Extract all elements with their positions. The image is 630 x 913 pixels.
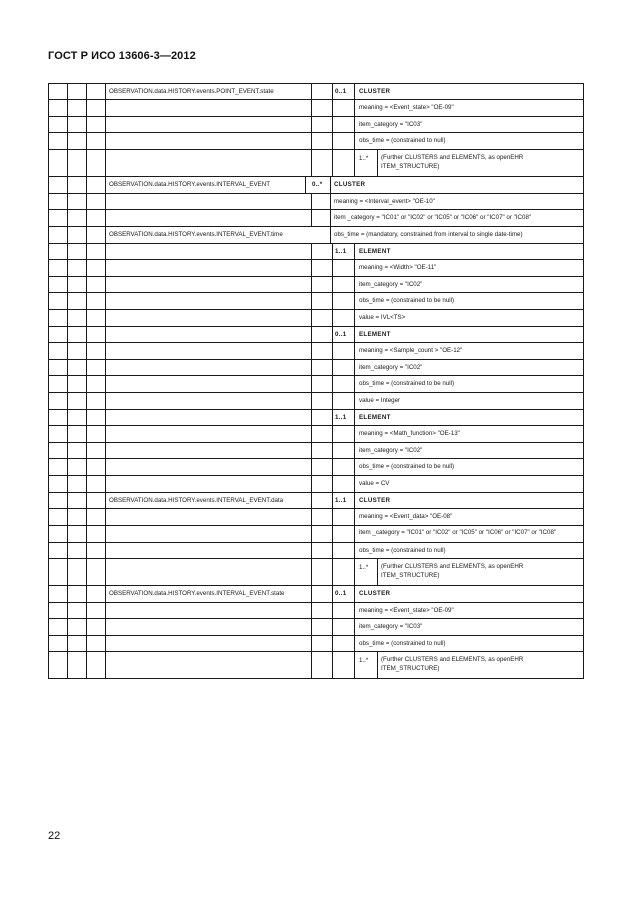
column-rule — [332, 542, 333, 558]
multiplicity: 1..* — [359, 564, 369, 571]
attribute-constraint: meaning = <Width> "OE-11" — [359, 264, 437, 271]
table-rule — [48, 678, 583, 679]
column-rule — [354, 525, 355, 542]
page-number: 22 — [48, 830, 61, 842]
column-rule — [311, 276, 312, 292]
table-rule — [48, 525, 583, 526]
table-rule — [48, 442, 583, 443]
multiplicity: 1..1 — [335, 497, 347, 504]
column-rule — [332, 425, 333, 442]
table-rule — [48, 492, 583, 493]
column-rule — [311, 243, 312, 259]
attribute-constraint: obs_time = (constrained to be null) — [359, 297, 455, 304]
table-rule — [48, 392, 583, 393]
column-rule — [332, 409, 333, 425]
column-rule — [354, 375, 355, 392]
attribute-constraint: meaning = <Event_data> "OE-08" — [359, 513, 453, 520]
column-rule — [105, 83, 106, 678]
structure-note: (Further CLUSTERS and ELEMENTS, as openEHR ITEM_STRUCTURE) — [381, 656, 524, 672]
column-rule — [311, 635, 312, 651]
column-rule — [354, 259, 355, 276]
column-rule — [332, 83, 333, 99]
table-rule — [48, 209, 583, 210]
column-rule — [332, 525, 333, 542]
attribute-constraint: meaning = <Event_state> "OE-09" — [359, 607, 454, 614]
column-rule — [377, 149, 378, 176]
column-rule — [330, 209, 331, 226]
attribute-constraint: item_category = "IC02" — [359, 281, 423, 288]
column-rule — [332, 508, 333, 525]
column-rule — [332, 359, 333, 375]
column-rule — [354, 492, 355, 508]
column-rule — [332, 618, 333, 635]
table-rule — [48, 585, 583, 586]
column-rule — [330, 226, 331, 243]
attribute-constraint: item_category = "IC02" — [359, 364, 423, 371]
attribute-constraint: value = CV — [359, 480, 390, 487]
table-rule — [48, 602, 583, 603]
multiplicity: 0..* — [312, 181, 323, 188]
column-rule — [354, 342, 355, 359]
column-rule — [311, 475, 312, 492]
column-rule — [332, 292, 333, 309]
column-rule — [48, 83, 49, 678]
column-rule — [332, 99, 333, 116]
column-rule — [354, 292, 355, 309]
column-rule — [311, 425, 312, 442]
attribute-constraint: obs_time = (constrained to be null) — [359, 463, 455, 470]
table-rule — [48, 176, 583, 177]
structure-note: (Further CLUSTERS and ELEMENTS, as openEHR ITEM_STRUCTURE) — [381, 154, 524, 170]
table-rule — [48, 132, 583, 133]
column-rule — [311, 83, 312, 99]
column-rule — [332, 585, 333, 602]
column-rule — [311, 651, 312, 678]
table-rule — [48, 425, 583, 426]
column-rule — [332, 392, 333, 409]
column-rule — [311, 132, 312, 149]
table-rule — [48, 259, 583, 260]
column-rule — [311, 492, 312, 508]
column-rule — [332, 475, 333, 492]
column-rule — [354, 442, 355, 458]
column-rule — [332, 602, 333, 618]
column-rule — [354, 475, 355, 492]
class-name: CLUSTER — [359, 88, 391, 95]
column-rule — [332, 651, 333, 678]
column-rule — [311, 193, 312, 209]
class-name: CLUSTER — [359, 497, 391, 504]
column-rule — [354, 132, 355, 149]
column-rule — [311, 99, 312, 116]
archetype-path: OBSERVATION.data.HISTORY.events.INTERVAL_EVENT.time — [109, 231, 283, 238]
table-rule — [48, 309, 583, 310]
column-rule — [311, 149, 312, 176]
table-rule — [48, 193, 583, 194]
attribute-constraint: item_category = "IC03" — [359, 623, 423, 630]
attribute-constraint: meaning = <Sample_count > "OE-12" — [359, 347, 463, 354]
class-name: CLUSTER — [334, 181, 366, 188]
column-rule — [354, 99, 355, 116]
column-rule — [354, 243, 355, 259]
multiplicity: 0..1 — [335, 88, 347, 95]
column-rule — [332, 558, 333, 585]
column-rule — [354, 392, 355, 409]
table-rule — [48, 292, 583, 293]
attribute-constraint: item_category = "IC02" — [359, 447, 423, 454]
attribute-constraint: item _category = "IC01" or "IC02" or "IC05" or "IC06" or "IC07" or "IC08" — [359, 529, 557, 536]
column-rule — [332, 458, 333, 475]
table-rule — [48, 99, 583, 100]
column-rule — [354, 149, 355, 176]
structure-note: (Further CLUSTERS and ELEMENTS, as openEHR ITEM_STRUCTURE) — [381, 563, 524, 579]
column-rule — [354, 409, 355, 425]
column-rule — [332, 243, 333, 259]
table-rule — [48, 326, 583, 327]
column-rule — [311, 409, 312, 425]
column-rule — [311, 359, 312, 375]
attribute-constraint: obs_time = (mandatory, constrained from interval to single date-time) — [334, 231, 523, 238]
class-name: ELEMENT — [359, 248, 391, 255]
attribute-constraint: item _category = "IC01" or "IC02" or "IC05" or "IC06" or "IC07" or "IC08" — [334, 214, 532, 221]
column-rule — [332, 132, 333, 149]
column-rule — [311, 508, 312, 525]
attribute-constraint: obs_time = (constrained to null) — [359, 547, 446, 554]
column-rule — [311, 392, 312, 409]
table-rule — [48, 475, 583, 476]
column-rule — [332, 442, 333, 458]
multiplicity: 1..* — [359, 657, 369, 664]
column-rule — [311, 209, 312, 226]
table-rule — [48, 116, 583, 117]
attribute-constraint: meaning = <Event_state> "OE-09" — [359, 104, 454, 111]
column-rule — [330, 193, 331, 209]
table-rule — [48, 409, 583, 410]
column-rule — [311, 259, 312, 276]
archetype-mapping-table — [48, 83, 583, 690]
column-rule — [311, 542, 312, 558]
column-rule — [332, 116, 333, 132]
column-rule — [377, 651, 378, 678]
table-rule — [48, 375, 583, 376]
column-rule — [305, 176, 306, 193]
column-rule — [311, 116, 312, 132]
table-rule — [48, 618, 583, 619]
column-rule — [332, 342, 333, 359]
attribute-constraint: meaning = <Interval_event> "OE-10" — [334, 198, 435, 205]
multiplicity: 1..1 — [335, 414, 347, 421]
column-rule — [332, 276, 333, 292]
column-rule — [354, 558, 355, 585]
column-rule — [330, 176, 331, 193]
column-rule — [311, 458, 312, 475]
table-rule — [48, 458, 583, 459]
column-rule — [354, 326, 355, 342]
table-rule — [48, 342, 583, 343]
column-rule — [67, 83, 68, 678]
multiplicity: 0..1 — [335, 590, 347, 597]
table-rule — [48, 83, 583, 84]
column-rule — [311, 558, 312, 585]
column-rule — [354, 83, 355, 99]
table-rule — [48, 226, 583, 227]
archetype-path: OBSERVATION.data.HISTORY.events.INTERVAL_EVENT — [109, 181, 271, 188]
column-rule — [354, 276, 355, 292]
archetype-path: OBSERVATION.data.HISTORY.events.INTERVAL_EVENT.data — [109, 497, 284, 504]
column-rule — [86, 83, 87, 678]
column-rule — [332, 259, 333, 276]
column-rule — [354, 116, 355, 132]
table-rule — [48, 635, 583, 636]
attribute-constraint: obs_time = (constrained to null) — [359, 137, 446, 144]
multiplicity: 1..1 — [335, 248, 347, 255]
column-rule — [311, 326, 312, 342]
column-rule — [311, 525, 312, 542]
column-rule — [311, 292, 312, 309]
table-rule — [48, 149, 583, 150]
attribute-constraint: obs_time = (constrained to null) — [359, 640, 446, 647]
column-rule — [311, 585, 312, 602]
column-rule — [354, 651, 355, 678]
column-rule — [311, 602, 312, 618]
column-rule — [354, 508, 355, 525]
archetype-path: OBSERVATION.data.HISTORY.events.INTERVAL_EVENT.state — [109, 590, 285, 597]
column-rule — [377, 558, 378, 585]
class-name: ELEMENT — [359, 331, 391, 338]
column-rule — [354, 309, 355, 326]
attribute-constraint: value = Integer — [359, 397, 401, 404]
table-rule — [48, 276, 583, 277]
column-rule — [311, 375, 312, 392]
table-rule — [48, 542, 583, 543]
column-rule — [354, 359, 355, 375]
table-rule — [48, 508, 583, 509]
column-rule — [332, 375, 333, 392]
column-rule — [354, 618, 355, 635]
column-rule — [332, 149, 333, 176]
column-rule — [311, 618, 312, 635]
column-rule — [583, 83, 584, 679]
multiplicity: 0..1 — [335, 331, 347, 338]
attribute-constraint: obs_time = (constrained to be null) — [359, 380, 455, 387]
table-rule — [48, 558, 583, 559]
table-rule — [48, 651, 583, 652]
column-rule — [354, 458, 355, 475]
column-rule — [332, 326, 333, 342]
column-rule — [311, 442, 312, 458]
archetype-path: OBSERVATION.data.HISTORY.events.POINT_EVENT.state — [109, 88, 274, 95]
multiplicity: 1..* — [359, 155, 369, 162]
class-name: ELEMENT — [359, 414, 391, 421]
column-rule — [332, 309, 333, 326]
column-rule — [354, 635, 355, 651]
column-rule — [354, 542, 355, 558]
column-rule — [332, 635, 333, 651]
column-rule — [332, 492, 333, 508]
column-rule — [354, 585, 355, 602]
attribute-constraint: value = IVL<TS> — [359, 314, 406, 321]
column-rule — [354, 602, 355, 618]
class-name: CLUSTER — [359, 590, 391, 597]
column-rule — [311, 342, 312, 359]
document-header: ГОСТ Р ИСО 13606-3—2012 — [48, 50, 196, 62]
attribute-constraint: meaning = <Math_function> "OE-13" — [359, 430, 460, 437]
attribute-constraint: item_category = "IC03" — [359, 121, 423, 128]
table-rule — [48, 359, 583, 360]
column-rule — [354, 425, 355, 442]
table-rule — [48, 243, 583, 244]
column-rule — [311, 309, 312, 326]
